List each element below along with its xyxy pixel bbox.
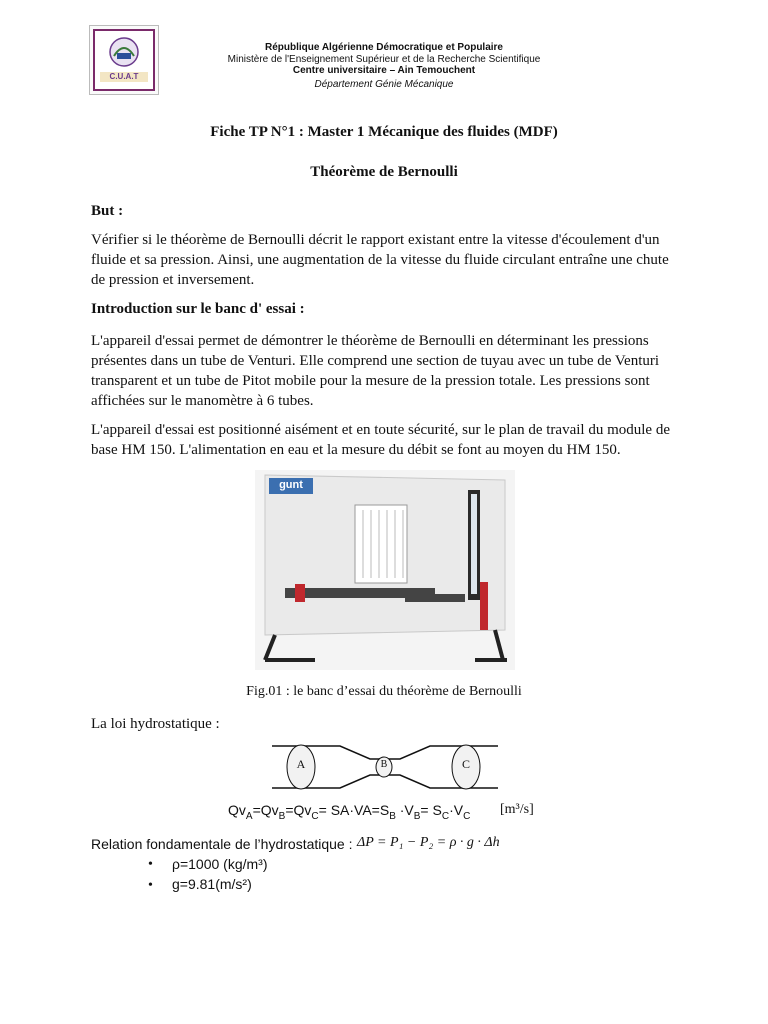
intro-heading: Introduction sur le banc d' essai : — [91, 301, 305, 317]
header-republic: République Algérienne Démocratique et Populaire — [264, 42, 503, 53]
intro-paragraph-2: L'appareil d'essai est positionné aisément et en toute sécurité, sur le plan de travail du module de base HM 150. L'alimentation en eau et la mesure du débit se font au moyen du HM 150. — [91, 422, 670, 458]
loi-hydrostatique-label: La loi hydrostatique : — [91, 716, 220, 732]
flow-rate-unit: [m³/s] — [500, 802, 534, 817]
venturi-diagram — [270, 742, 500, 792]
flow-rate-equation: $Qv_A=Qv_B=Qv_C= SA\cdot VA=S_B \cdot V_B= S_C\cdot V_C$ — [228, 802, 471, 822]
but-heading: But : — [91, 203, 124, 219]
relation-label: Relation fondamentale de l’hydrostatique : — [91, 836, 353, 852]
section-b-label: B — [380, 759, 388, 770]
photo-brand-label: gunt — [279, 479, 303, 491]
test-bench-illustration — [255, 470, 515, 670]
header-centre: Centre universitaire – Ain Temouchent — [292, 65, 476, 76]
doc-subtitle: Théorème de Bernoulli — [310, 164, 458, 180]
section-a-label: A — [296, 757, 306, 771]
bullet-marker: • — [148, 857, 153, 872]
but-paragraph: Vérifier si le théorème de Bernoulli décrit le rapport existant entre la vitesse d'écoulement d'un fluide et sa pression. Ainsi, une augmentation de la vitesse du fluide circulant entraîne une chute de pression et inversement. — [91, 232, 669, 288]
intro-paragraph-1: L'appareil d'essai permet de démontrer le théorème de Bernoulli en déterminant les pressions présentes dans un tube de Venturi. Elle comprend une section de tuyau avec un tube de Venturi transparent et un tube de Pitot mobile pour la mesure de la pression totale. Les pressions sont affichées sur le manomètre à 6 tubes. — [91, 333, 660, 409]
header-department: Département Génie Mécanique — [314, 79, 454, 90]
bullet-gravity: g=9.81(m/s²) — [172, 876, 252, 892]
doc-title: Fiche TP N°1 : Master 1 Mécanique des fluides (MDF) — [210, 124, 558, 140]
header-ministry: Ministère de l'Enseignement Supérieur et de la Recherche Scientifique — [227, 54, 541, 65]
relation-formula: ΔP = P₁ − P₂ = ρ · g · Δh — [357, 835, 500, 850]
bullet-density: ρ=1000 (kg/m³) — [172, 856, 268, 872]
figure-caption: Fig.01 : le banc d’essai du théorème de Bernoulli — [246, 684, 522, 699]
section-c-label: C — [461, 757, 470, 771]
test-bench-photo — [255, 470, 515, 670]
logo-text: C.U.A.T — [109, 72, 139, 81]
bullet-marker: • — [148, 878, 153, 893]
